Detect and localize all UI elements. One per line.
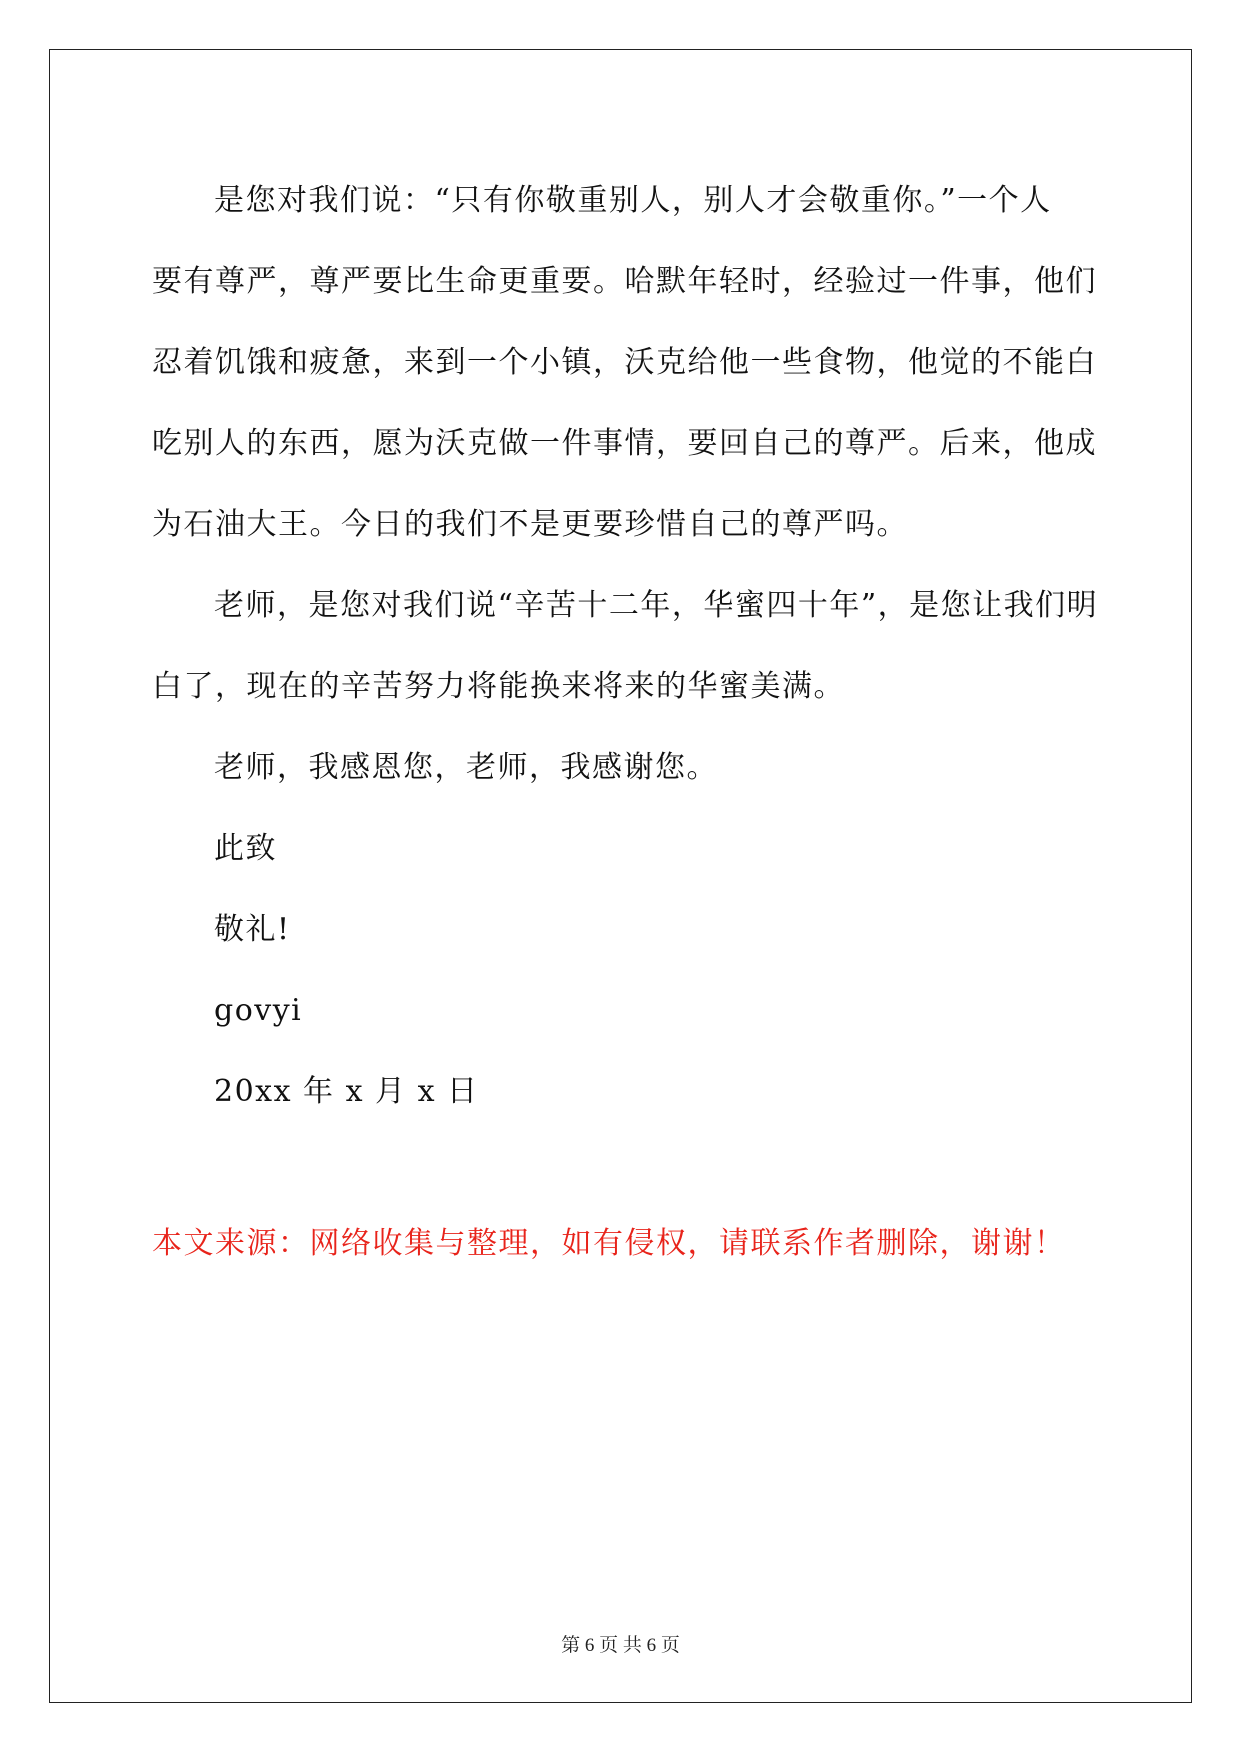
letter-date: 20xx 年 x 月 x 日	[214, 1074, 479, 1109]
text-line: 要有尊严，尊严要比生命更重要。哈默年轻时，经验过一件事，他们	[152, 264, 1097, 299]
document-body	[152, 160, 1099, 1132]
paragraph-hard-work	[152, 565, 1099, 727]
text-line: 忍着饥饿和疲惫，来到一个小镇，沃克给他一些食物，他觉的不能白	[152, 345, 1097, 380]
page-number-footer: 第 6 页 共 6 页	[561, 1635, 680, 1656]
thanks-line: 老师，我感恩您，老师，我感谢您。	[214, 750, 718, 785]
signature: govyi	[214, 993, 303, 1028]
text-line: 是您对我们说：“只有你敬重别人，别人才会敬重你。”一个人	[214, 183, 1052, 218]
text-line: 白了，现在的辛苦努力将能换来将来的华蜜美满。	[152, 669, 845, 704]
text-line: 吃别人的东西，愿为沃克做一件事情，要回自己的尊严。后来，他成	[152, 426, 1097, 461]
closing-phrase: 此致	[214, 831, 277, 866]
salutation: 敬礼!	[214, 912, 291, 947]
text-line: 老师，是您对我们说“辛苦十二年，华蜜四十年”，是您让我们明	[214, 588, 1099, 623]
text-line: 为石油大王。今日的我们不是更要珍惜自己的尊严吗。	[152, 507, 908, 542]
source-notice: 本文来源：网络收集与整理，如有侵权，请联系作者删除，谢谢！	[152, 1226, 1066, 1261]
paragraph-dignity	[152, 160, 1097, 565]
